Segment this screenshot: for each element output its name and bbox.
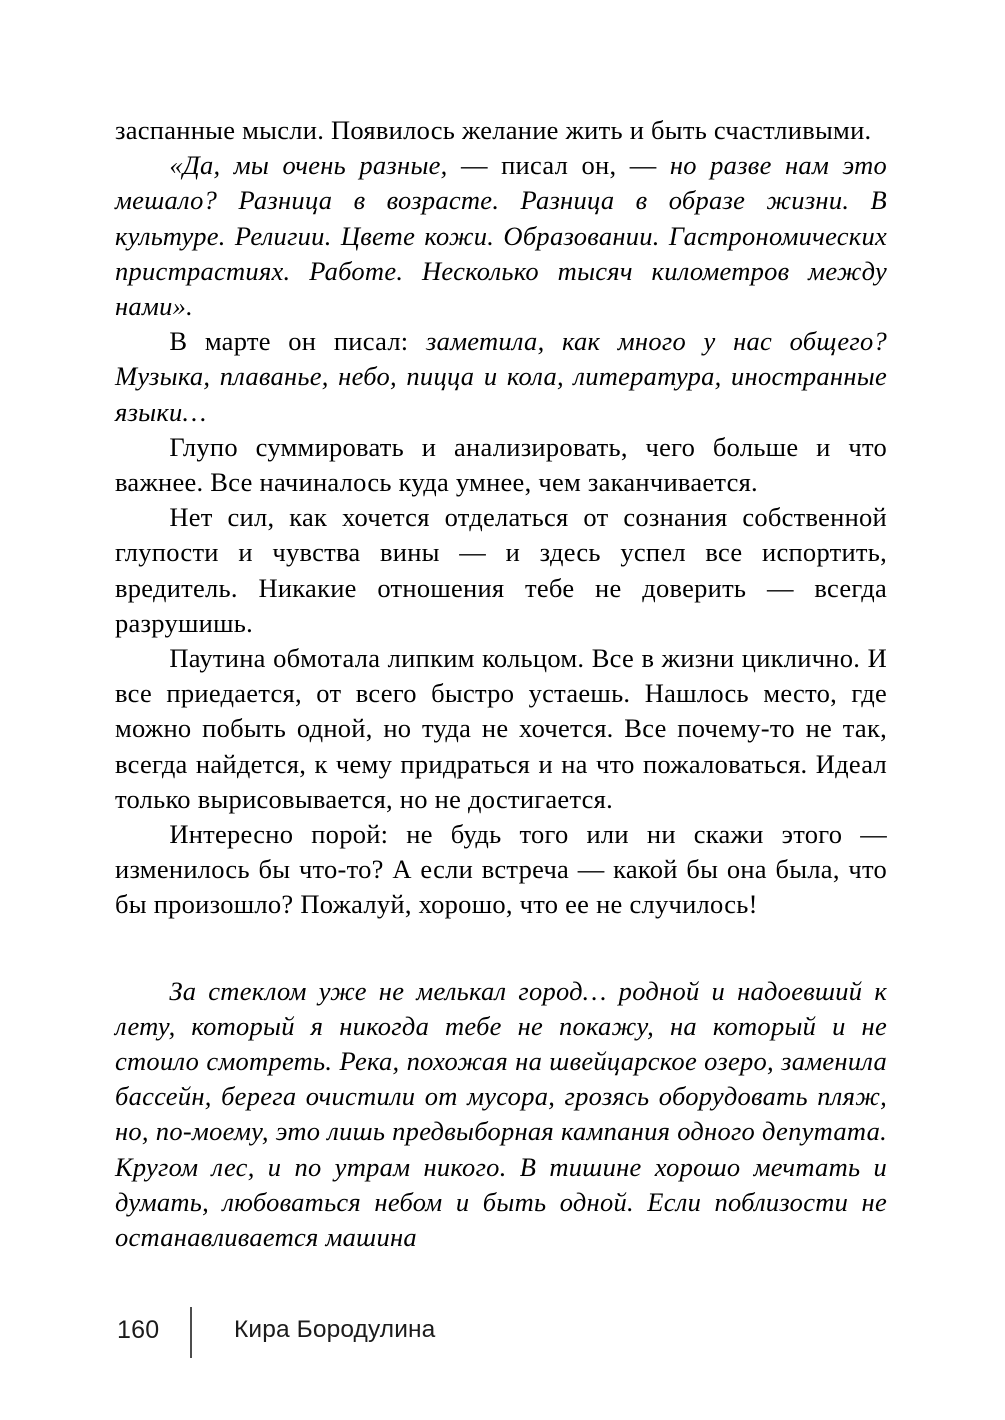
- page-footer: [0, 1300, 1005, 1370]
- body-paragraphs: [115, 113, 887, 923]
- italic-run: За стеклом уже не мелькал город… родной и надоевший к лету, который я никогда тебе не покажу, на который и не стоило смотреть. Река, похожая на швейцарское озеро, заменила бассейн, берега очистили от мусора, грозясь оборудовать пляж, но, по-моему, это лишь предвыборная кампания одного депутата. Кругом лес, и по утрам никого. В тишине хорошо мечтать и думать, любоваться небом и быть одной. Если поблизости не останавливается машина: [115, 975, 887, 1253]
- italic-run: но разве нам это мешало? Разница в возрасте. Разница в образе жизни. В культуре. Религии. Цвете кожи. Образовании. Гастрономических пристрастиях. Работе. Несколько тысяч километров между нами».: [115, 150, 887, 322]
- italic-run: заметила, как много у нас общего? Музыка, плаванье, небо, пицца и кола, литература, иностранные языки…: [115, 326, 887, 427]
- roman-run: В марте он писал:: [169, 326, 427, 357]
- footer-divider: [190, 1307, 192, 1358]
- roman-run: Нет сил, как хочется отделаться от сознания собственной глупости и чувства вины — и здесь успел все испортить, вредитель. Никакие отношения тебе не доверить — всегда разрушишь.: [115, 502, 887, 638]
- footer-author-name: Кира Бородулина: [234, 1316, 436, 1343]
- roman-run: заспанные мысли. Появилось желание жить и быть счастливыми.: [115, 115, 872, 145]
- paragraph: [115, 113, 887, 148]
- paragraph: [115, 430, 887, 500]
- roman-run: — писал он, —: [460, 150, 670, 181]
- paragraph: [115, 641, 887, 817]
- paragraph: [115, 817, 887, 923]
- italic-run: «Да, мы очень разные,: [169, 150, 461, 181]
- page-number: 160: [117, 1316, 160, 1344]
- closing-italic-block: [115, 974, 887, 1256]
- page-text-column: [115, 113, 887, 1255]
- roman-run: Интересно порой: не будь того или ни скажи этого — изменилось бы что-то? А если встреча — какой бы она была, что бы произошло? Пожалуй, хорошо, что ее не случилось!: [115, 819, 887, 920]
- paragraph: [115, 148, 887, 324]
- roman-run: Паутина обмотала липким кольцом. Все в жизни циклично. И все приедается, от всего быстро устаешь. Нашлось место, где можно побыть одной, но туда не хочется. Все почему-то не так, всегда найдется, к чему придраться и на что пожаловаться. Идеал только вырисовывается, но не достигается.: [115, 643, 887, 814]
- roman-run: Глупо суммировать и анализировать, чего больше и что важнее. Все начиналось куда умнее, чем заканчивается.: [115, 431, 887, 498]
- paragraph: [115, 324, 887, 430]
- paragraph: [115, 974, 887, 1256]
- paragraph: [115, 500, 887, 641]
